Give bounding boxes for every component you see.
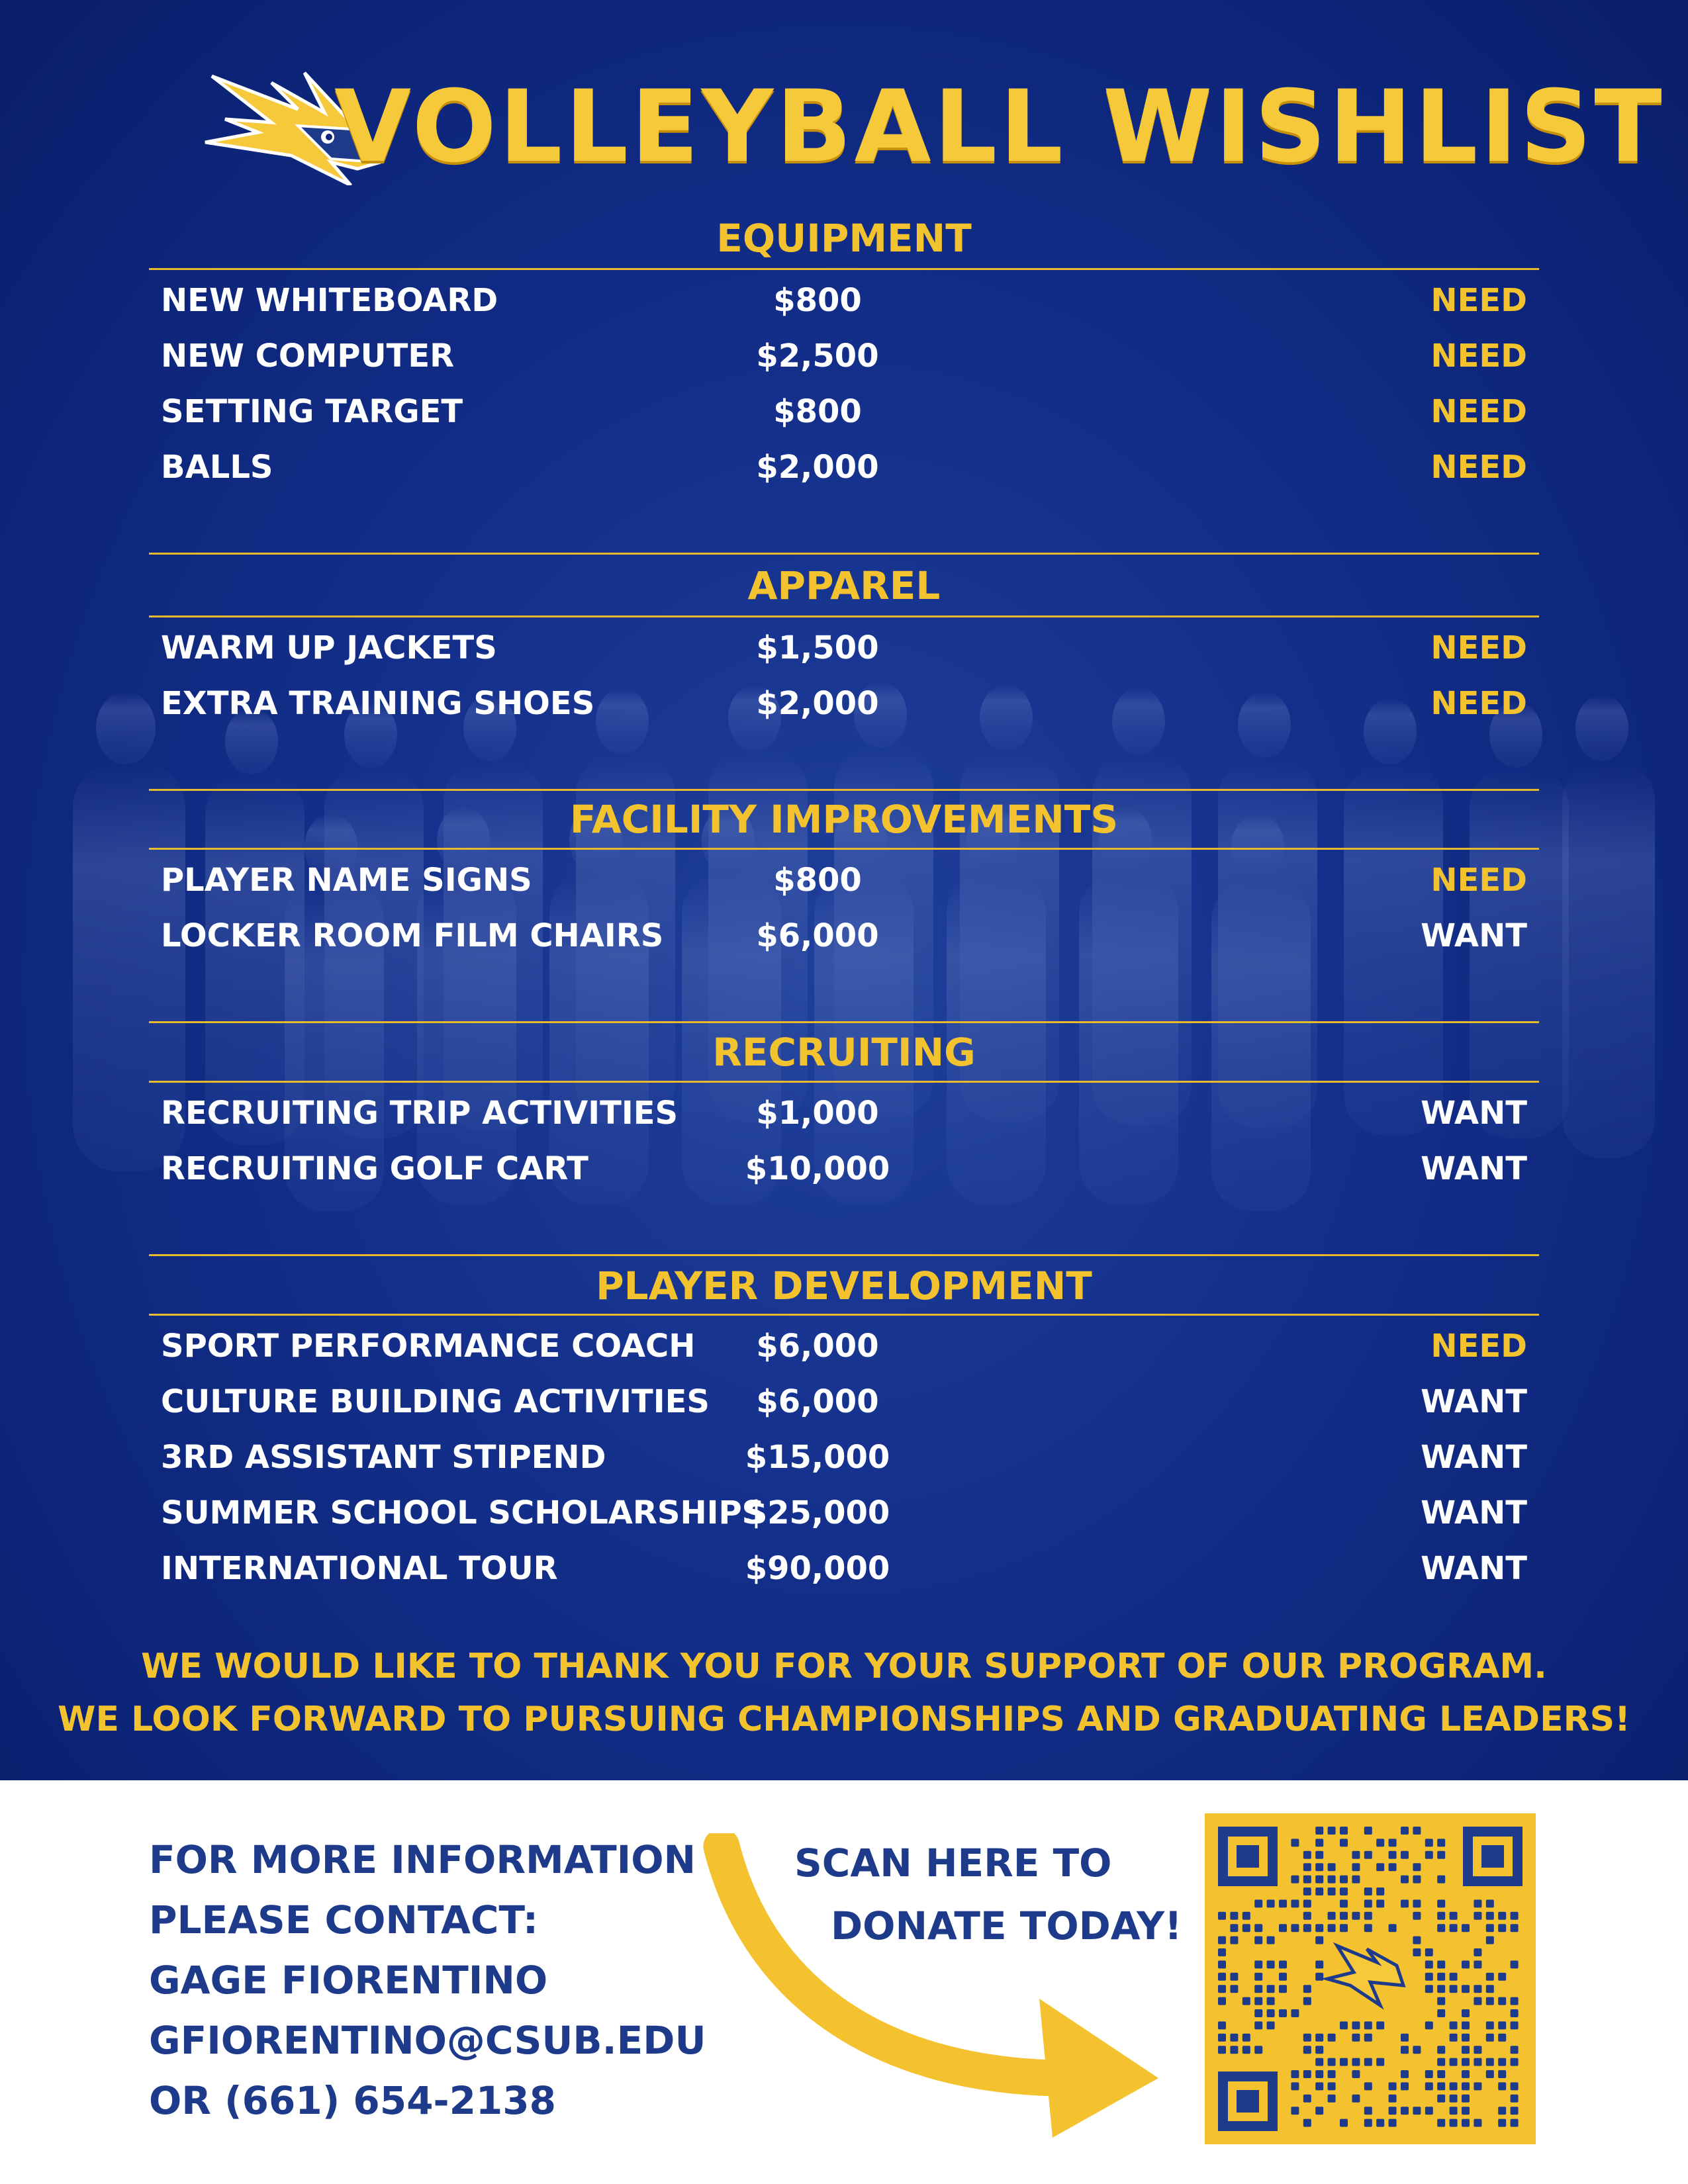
item-price: $1,500 bbox=[756, 629, 879, 666]
item-name: INTERNATIONAL TOUR bbox=[161, 1550, 558, 1587]
curved-arrow-icon bbox=[695, 1833, 1172, 2138]
list-item bbox=[149, 1485, 1539, 1541]
contact-name: GAGE FIORENTINO bbox=[149, 1958, 548, 2003]
list-item bbox=[149, 439, 1539, 495]
item-price: $6,000 bbox=[756, 1383, 879, 1420]
contact-email[interactable]: GFIORENTINO@CSUB.EDU bbox=[149, 2018, 706, 2063]
section-heading: EQUIPMENT bbox=[716, 216, 972, 261]
item-price: $6,000 bbox=[756, 917, 879, 954]
item-price: $800 bbox=[773, 393, 862, 430]
item-status: NEED bbox=[1430, 629, 1527, 666]
item-name: SUMMER SCHOOL SCHOLARSHIPS bbox=[161, 1494, 765, 1531]
divider bbox=[149, 615, 1539, 617]
item-price: $15,000 bbox=[745, 1439, 890, 1476]
item-status: NEED bbox=[1430, 685, 1527, 722]
contact-line-1: FOR MORE INFORMATION bbox=[149, 1837, 696, 1882]
item-status: WANT bbox=[1421, 1383, 1527, 1420]
item-price: $6,000 bbox=[756, 1328, 879, 1365]
page-title: VOLLEYBALL WISHLIST bbox=[334, 69, 1665, 185]
list-item bbox=[149, 676, 1539, 731]
qr-code-icon[interactable] bbox=[1205, 1813, 1536, 2144]
item-name: LOCKER ROOM FILM CHAIRS bbox=[161, 917, 664, 954]
item-name: BALLS bbox=[161, 449, 273, 486]
item-status: WANT bbox=[1421, 1439, 1527, 1476]
item-price: $800 bbox=[773, 282, 862, 319]
section-heading: APPAREL bbox=[747, 563, 941, 608]
list-item bbox=[149, 273, 1539, 328]
divider bbox=[149, 848, 1539, 850]
item-name: 3RD ASSISTANT STIPEND bbox=[161, 1439, 606, 1476]
item-price: $2,000 bbox=[756, 449, 879, 486]
item-name: PLAYER NAME SIGNS bbox=[161, 862, 532, 899]
thanks-line-2: WE LOOK FORWARD TO PURSUING CHAMPIONSHIPS AND GRADUATING LEADERS! bbox=[58, 1700, 1630, 1739]
item-status: WANT bbox=[1421, 917, 1527, 954]
list-item bbox=[149, 1318, 1539, 1374]
item-price: $2,000 bbox=[756, 685, 879, 722]
contact-line-2: PLEASE CONTACT: bbox=[149, 1897, 539, 1942]
list-item bbox=[149, 328, 1539, 384]
list-item bbox=[149, 1430, 1539, 1485]
item-name: NEW COMPUTER bbox=[161, 338, 455, 375]
divider bbox=[149, 1081, 1539, 1083]
contact-block bbox=[149, 1830, 706, 2131]
item-price: $10,000 bbox=[745, 1150, 890, 1187]
item-price: $90,000 bbox=[745, 1550, 890, 1587]
item-name: SPORT PERFORMANCE COACH bbox=[161, 1328, 696, 1365]
item-name: EXTRA TRAINING SHOES bbox=[161, 685, 595, 722]
list-item bbox=[149, 852, 1539, 908]
section-heading: RECRUITING bbox=[712, 1030, 976, 1075]
list-item bbox=[149, 1141, 1539, 1197]
item-price: $800 bbox=[773, 862, 862, 899]
list-item bbox=[149, 1374, 1539, 1430]
section-heading: FACILITY IMPROVEMENTS bbox=[569, 797, 1119, 842]
divider bbox=[149, 268, 1539, 270]
item-name: SETTING TARGET bbox=[161, 393, 463, 430]
item-name: CULTURE BUILDING ACTIVITIES bbox=[161, 1383, 710, 1420]
list-item bbox=[149, 620, 1539, 676]
item-status: NEED bbox=[1430, 393, 1527, 430]
item-status: WANT bbox=[1421, 1550, 1527, 1587]
item-name: WARM UP JACKETS bbox=[161, 629, 497, 666]
contact-phone[interactable]: OR (661) 654-2138 bbox=[149, 2078, 557, 2123]
divider bbox=[149, 1314, 1539, 1316]
item-name: NEW WHITEBOARD bbox=[161, 282, 498, 319]
list-item bbox=[149, 1085, 1539, 1141]
item-status: NEED bbox=[1430, 862, 1527, 899]
list-item bbox=[149, 908, 1539, 964]
divider bbox=[149, 1254, 1539, 1256]
item-status: NEED bbox=[1430, 449, 1527, 486]
item-status: WANT bbox=[1421, 1494, 1527, 1531]
divider bbox=[149, 1021, 1539, 1023]
divider bbox=[149, 553, 1539, 555]
item-status: NEED bbox=[1430, 338, 1527, 375]
item-status: WANT bbox=[1421, 1095, 1527, 1132]
scan-line-2: DONATE TODAY! bbox=[831, 1903, 1182, 1948]
item-price: $1,000 bbox=[756, 1095, 879, 1132]
item-status: NEED bbox=[1430, 282, 1527, 319]
item-price: $25,000 bbox=[745, 1494, 890, 1531]
list-item bbox=[149, 1541, 1539, 1596]
thanks-line-1: WE WOULD LIKE TO THANK YOU FOR YOUR SUPPORT OF OUR PROGRAM. bbox=[141, 1647, 1547, 1686]
divider bbox=[149, 789, 1539, 791]
item-status: NEED bbox=[1430, 1328, 1527, 1365]
section-heading: PLAYER DEVELOPMENT bbox=[596, 1263, 1092, 1308]
scan-line-1: SCAN HERE TO bbox=[794, 1841, 1112, 1886]
item-name: RECRUITING GOLF CART bbox=[161, 1150, 588, 1187]
list-item bbox=[149, 384, 1539, 439]
item-price: $2,500 bbox=[756, 338, 879, 375]
item-status: WANT bbox=[1421, 1150, 1527, 1187]
item-name: RECRUITING TRIP ACTIVITIES bbox=[161, 1095, 679, 1132]
